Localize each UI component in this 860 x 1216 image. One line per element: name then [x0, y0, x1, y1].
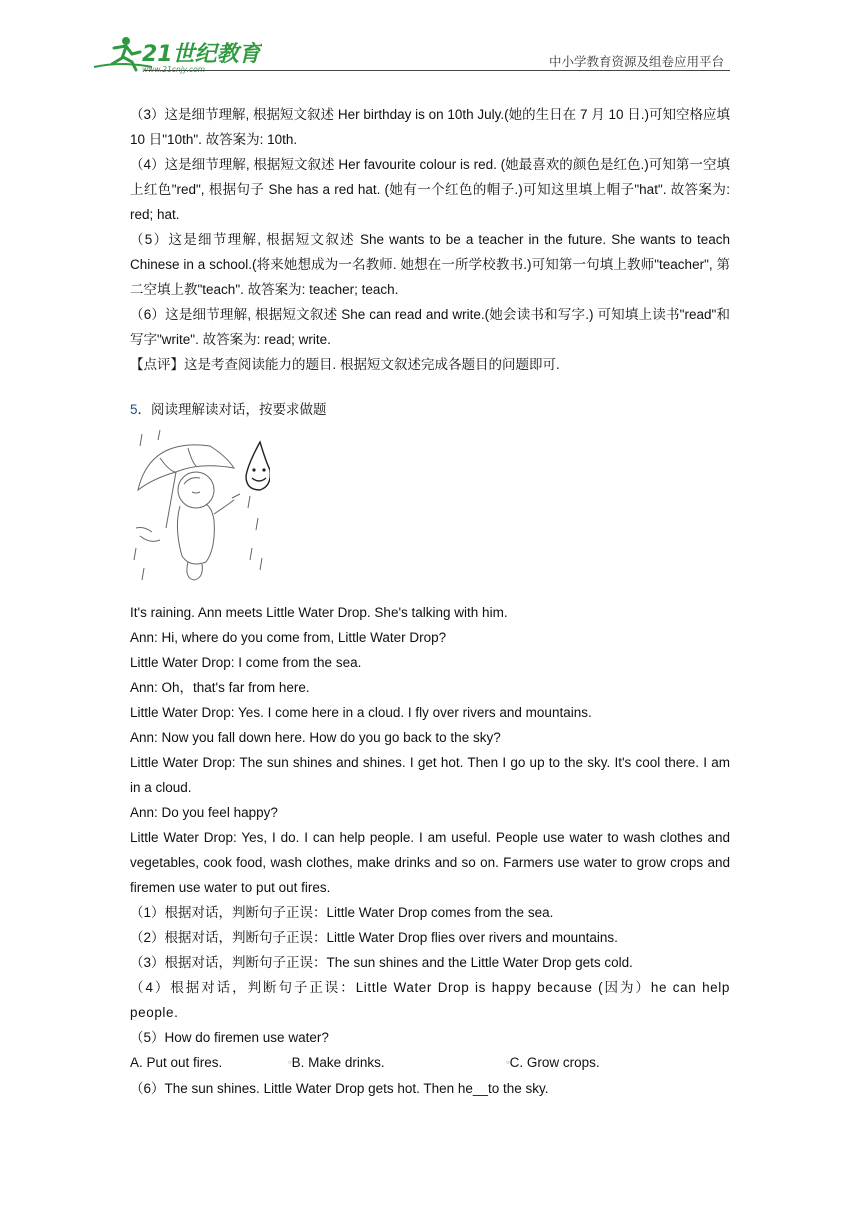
document-body — [130, 102, 730, 1101]
dialogue-line: Little Water Drop: Yes, I do. I can help people. I am useful. People use water to wash clothes and vegetables, cook food, wash clothes, make drinks and so on. Farmers use water to grow crops and firemen use water to put out fires. — [130, 830, 730, 895]
svg-text:21世纪教育: 21世纪教育 — [142, 42, 261, 67]
option-c[interactable]: ○C. Grow crops. — [506, 1050, 600, 1076]
dialogue-line: Ann: Do you feel happy? — [130, 805, 278, 820]
dialogue-line: Ann: Oh，that's far from here. — [130, 680, 310, 695]
option-b[interactable]: ○B. Make drinks. — [288, 1050, 506, 1076]
answer-4: （4）这是细节理解, 根据短文叙述 Her favourite colour is red. (她最喜欢的颜色是红色.)可知第一空填上红色"red", 根据句子 She has a red hat. (她有一个红色的帽子.)可知这里填上帽子"hat". 故答案为: red; hat. — [130, 157, 730, 222]
dialogue-line: It's raining. Ann meets Little Water Drop. She's talking with him. — [130, 605, 508, 620]
option-marker-icon: ○ — [506, 1059, 510, 1066]
umbrella-waterdrop-illustration — [130, 428, 270, 586]
answer-3: （3）这是细节理解, 根据短文叙述 Her birthday is on 10th July.(她的生日在 7 月 10 日.)可知空格应填 10 日"10th". 故答案为: 10th. — [130, 107, 730, 147]
question-5-title — [130, 397, 730, 422]
dialogue-line: Little Water Drop: Yes. I come here in a cloud. I fly over rivers and mountains. — [130, 705, 592, 720]
header-divider — [144, 70, 730, 71]
dialogue-line: Ann: Hi, where do you come from, Little Water Drop? — [130, 630, 447, 645]
dialogue-line: Little Water Drop: I come from the sea. — [130, 655, 362, 670]
question-item-6: （6）The sun shines. Little Water Drop gets hot. Then he__to the sky. — [130, 1080, 549, 1096]
answer-6: （6）这是细节理解, 根据短文叙述 She can read and write.(她会读书和写字.) 可知填上读书"read"和写字"write". 故答案为: read; write. — [130, 307, 730, 347]
question-item-5: （5）How do firemen use water? — [130, 1030, 329, 1045]
answer-5: （5）这是细节理解, 根据短文叙述 She wants to be a teacher in the future. She wants to teach Chinese in a school.(将来她想成为一名教师. 她想在一所学校教书.)可知第一句填上教师"teacher", 第二空填上教"teach". 故答案为: teacher; teach. — [130, 232, 730, 297]
answer-options — [130, 1050, 730, 1076]
question-item-3: （3）根据对话，判断句子正误：The sun shines and the Little Water Drop gets cold. — [130, 955, 633, 970]
platform-name: 中小学教育资源及组卷应用平台 — [548, 55, 724, 69]
question-item-1: （1）根据对话，判断句子正误：Little Water Drop comes from the sea. — [130, 905, 554, 920]
dialogue-line: Ann: Now you fall down here. How do you go back to the sky? — [130, 730, 501, 745]
page-header — [92, 34, 730, 74]
comment: 【点评】这是考查阅读能力的题目. 根据短文叙述完成各题目的问题即可. — [130, 357, 560, 372]
option-a[interactable]: A. Put out fires. — [130, 1055, 223, 1070]
question-number: 5 — [130, 402, 138, 417]
question-item-2: （2）根据对话，判断句子正误：Little Water Drop flies over rivers and mountains. — [130, 930, 618, 945]
question-item-4: （4）根据对话，判断句子正误：Little Water Drop is happy because (因为）he can help people. — [130, 980, 730, 1020]
dialogue-line: Little Water Drop: The sun shines and shines. I get hot. Then I go up to the sky. It's cool there. I am in a cloud. — [130, 755, 730, 795]
svg-text:www.21cnjy.com: www.21cnjy.com — [142, 65, 206, 74]
question-title-text: ．阅读理解读对话，按要求做题 — [137, 402, 327, 417]
site-logo — [92, 34, 262, 74]
option-marker-icon: ○ — [288, 1059, 292, 1066]
